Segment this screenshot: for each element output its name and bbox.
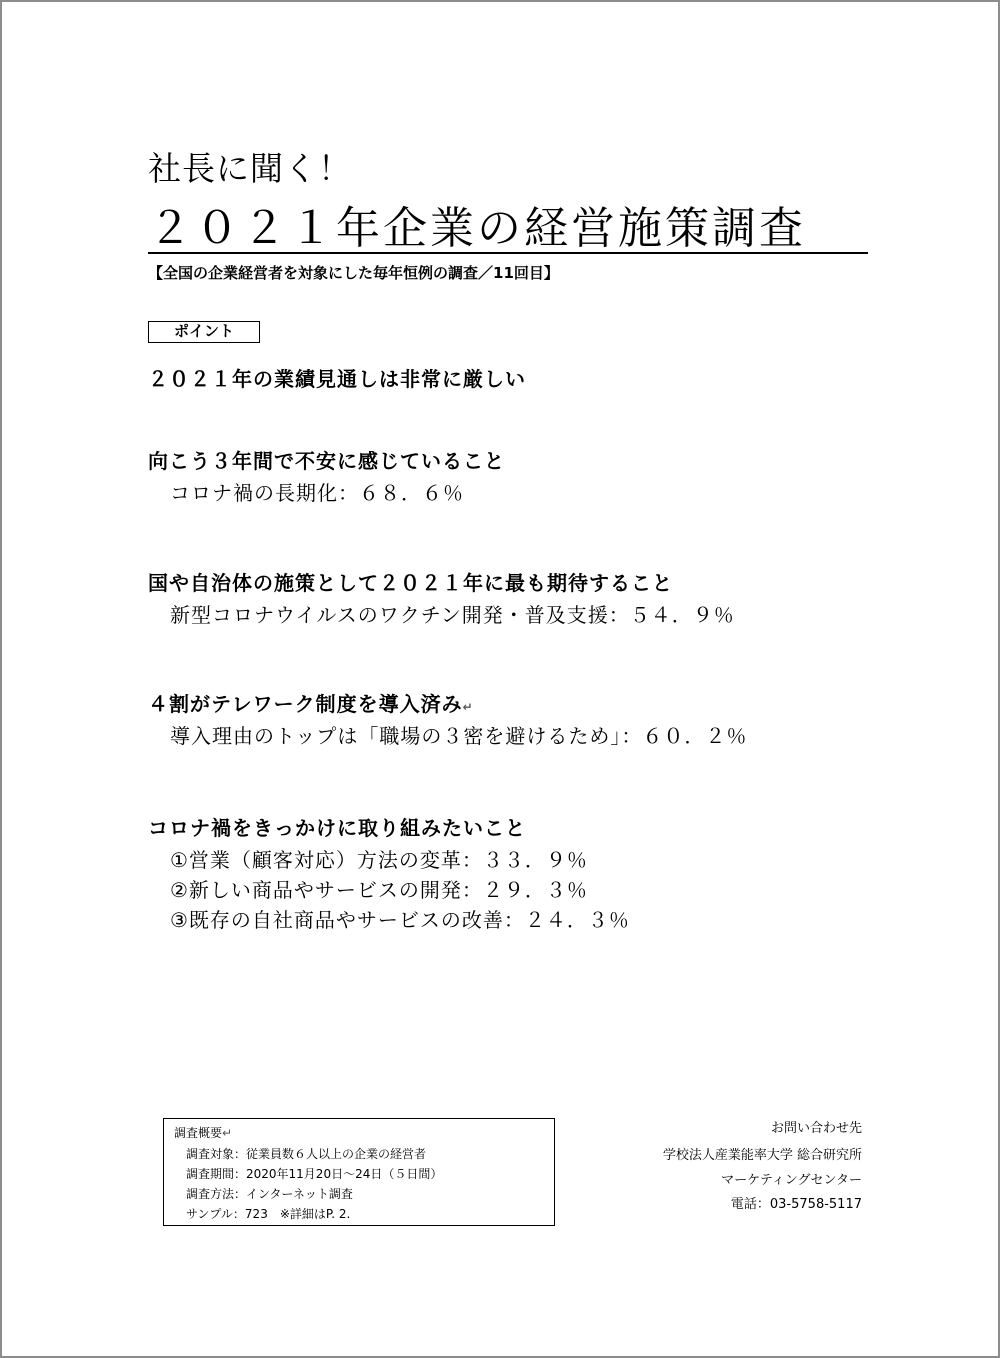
return-mark-icon: ↵ (462, 700, 474, 714)
point-4-heading-text: ４割がテレワーク制度を導入済み (148, 692, 463, 716)
point-4-heading (148, 688, 474, 717)
survey-title (174, 1124, 232, 1141)
point-1-heading: ２０２１年の業績見通しは非常に厳しい (148, 367, 526, 391)
survey-target: 調査対象：従業員数６人以上の企業の経営者 (186, 1147, 427, 1161)
survey-sample: サンプル：723 ※詳細はP. 2. (186, 1207, 351, 1221)
point-5-item-3: ③既存の自社商品やサービスの改善：２４．３％ (170, 908, 630, 932)
contact-phone: 電話：03-5758-5117 (730, 1197, 862, 1212)
page-title: ２０２１年企業の経営施策調査 (148, 203, 806, 254)
survey-title-text: 調査概要 (174, 1126, 223, 1140)
title-divider (148, 252, 868, 254)
survey-period: 調査期間：2020年11月20日～24日（５日間） (186, 1167, 443, 1181)
point-3-heading: 国や自治体の施策として２０２１年に最も期待すること (148, 571, 673, 595)
point-5-item-2: ②新しい商品やサービスの開発：２９．３％ (170, 878, 588, 902)
point-2-body: コロナ禍の長期化：６８．６％ (170, 481, 464, 505)
point-4-body: 導入理由のトップは「職場の３密を避けるため」：６０．２％ (170, 724, 748, 748)
contact-org: 学校法人産業能率大学 総合研究所 (662, 1148, 862, 1163)
point-2-heading: 向こう３年間で不安に感じていること (148, 449, 505, 473)
tagline: 【全国の企業経営者を対象にした毎年恒例の調査／11回目】 (148, 264, 559, 282)
point-5-heading: コロナ禍をきっかけに取り組みたいこと (148, 816, 526, 840)
point-label: ポイント (148, 321, 260, 343)
point-5-item-1: ①営業（顧客対応）方法の変革：３３．９％ (170, 848, 588, 872)
contact-label: お問い合わせ先 (770, 1121, 862, 1136)
return-mark-icon: ↵ (222, 1126, 233, 1140)
survey-method: 調査方法：インターネット調査 (186, 1187, 353, 1201)
point-3-body: 新型コロナウイルスのワクチン開発・普及支援：５４．９％ (170, 603, 735, 627)
survey-summary-box (163, 1118, 555, 1226)
subtitle: 社長に聞く！ (148, 149, 352, 188)
contact-dept: マーケティングセンター (721, 1173, 862, 1188)
